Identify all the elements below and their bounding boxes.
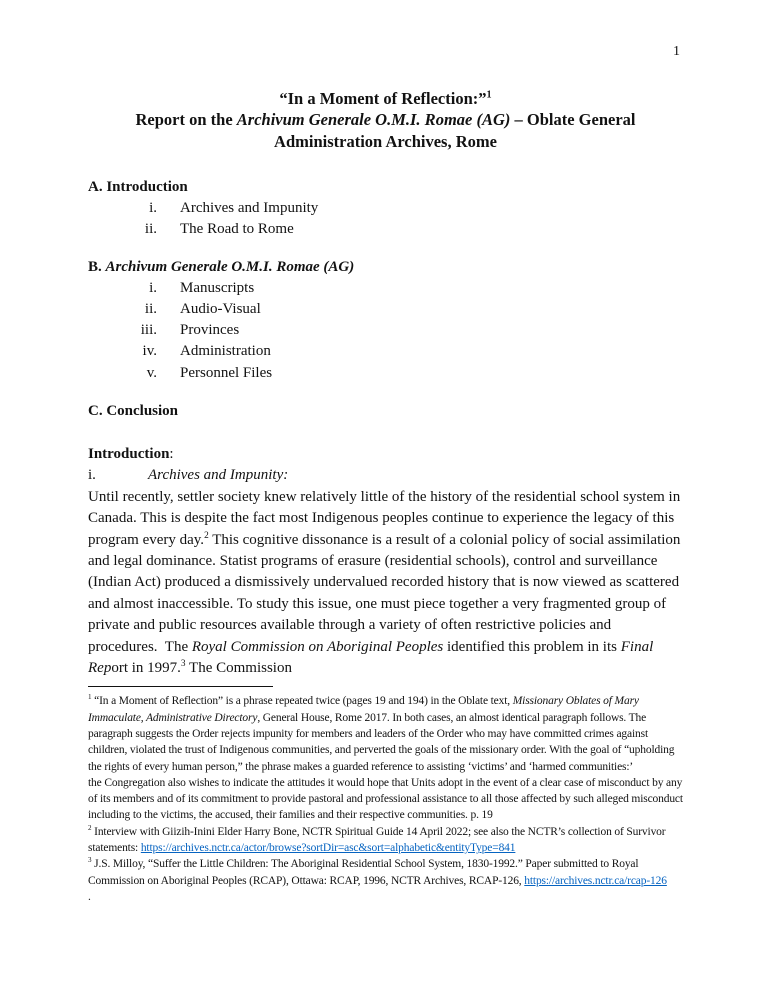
title-line2-italic: Archivum Generale O.M.I. Romae (AG)	[236, 110, 511, 130]
footnote-2	[88, 824, 683, 857]
introduction-section	[88, 444, 683, 679]
outline-heading-b-italic: Archivum Generale O.M.I. Romae (AG)	[105, 258, 355, 275]
outline-item-number: iii.	[140, 322, 157, 339]
footnote-1-text: “In a Moment of Reflection” is a phrase repeated twice (pages 19 and 194) in the Oblate text,	[91, 695, 513, 708]
subsection-heading	[88, 465, 683, 486]
outline-item-label: Personnel Files	[180, 364, 273, 381]
outline-item-number: v.	[146, 364, 157, 381]
footnote-ref-2: 2	[204, 530, 209, 541]
outline-item-number: iv.	[142, 343, 157, 360]
outline-item-a1	[88, 198, 683, 219]
introduction-heading	[88, 444, 683, 465]
footnote-2-link[interactable]: https://archives.nctr.ca/actor/browse?sortDir=asc&sort=alphabetic&entityType=841	[140, 842, 516, 855]
footnote-3	[88, 856, 683, 889]
outline-item-label: Archives and Impunity	[180, 200, 319, 217]
outline-item-b2	[88, 299, 683, 320]
paragraph-run: identified this problem in its	[443, 638, 621, 655]
footnotes	[88, 693, 683, 905]
paragraph-run: This cognitive dissonance is a result of a colonial policy of social assimilation and legal dominance. Statist programs of erasure (residential schools), control and surveillance (Indian Act) produced a dismissively undervalued recorded history that is now viewed as scattered and almost inaccessible. To study this issue, one must piece together a very fragmented group of private and public resources available through a variety of often restrictive policies and procedures. The	[88, 531, 681, 655]
footnote-3-link[interactable]: https://archives.nctr.ca/rcap-126	[524, 874, 667, 887]
outline-item-b5	[88, 363, 683, 384]
title-line1-text: “In a Moment of Reflection:”	[279, 89, 487, 108]
footnote-1-italic: Missionary Oblates of Mary Immaculate, Administrative Directory	[88, 695, 639, 724]
paragraph-run-italic: Royal Commission on Aboriginal Peoples	[191, 638, 444, 655]
footnote-ref-3: 3	[180, 658, 186, 669]
outline-item-number: i.	[149, 200, 157, 217]
body-paragraph	[88, 487, 683, 680]
footnote-separator	[88, 686, 273, 687]
paragraph-run: ort in 1997.	[111, 659, 181, 676]
title-line2-pre: Report on the	[135, 110, 237, 130]
outline-item-b1	[88, 278, 683, 299]
introduction-heading-colon: :	[169, 445, 174, 462]
outline-item-number: ii.	[144, 300, 157, 317]
outline-item-label: The Road to Rome	[180, 221, 294, 238]
paragraph-run: The Commission	[185, 659, 292, 676]
outline-item-label: Manuscripts	[180, 279, 255, 296]
title-line2-post: – Oblate General Administration Archives, Rome	[274, 110, 636, 151]
footnote-1	[88, 693, 683, 774]
outline-item-label: Provinces	[180, 322, 240, 339]
footnote-3-number: 3	[88, 856, 92, 865]
outline-section-c	[88, 401, 683, 422]
document-title	[88, 88, 683, 152]
footnote-1-number: 1	[88, 693, 92, 702]
footnotes-area	[88, 686, 683, 905]
table-of-contents	[88, 177, 683, 422]
footnote-1-blockquote: the Congregation also wishes to indicate the attitudes it would hope that Units adopt in the event of a clear case of misconduct by any of its members and of its commitment to provide pastoral and professional assistance to all those affected by such alleged misconduct including to the victims, the accused, their families and their respective communities. p. 19	[88, 776, 683, 822]
outline-heading-a: A. Introduction	[88, 178, 188, 195]
introduction-heading-text: Introduction	[88, 445, 170, 462]
outline-heading-b	[88, 257, 683, 278]
footnote-trailing-period: .	[88, 890, 91, 903]
page-number: 1	[673, 44, 680, 59]
outline-heading-c: C. Conclusion	[88, 402, 179, 419]
subsection-title: Archives and Impunity:	[148, 467, 289, 484]
paragraph-run-italic: Final Rep	[88, 638, 654, 676]
outline-section-b	[88, 257, 683, 384]
footnote-3-text: J.S. Milloy, “Suffer the Little Children: The Aboriginal Residential School System, 1830-1992.” Paper submitted to Royal Commission on Aboriginal Peoples (RCAP), Ottawa: RCAP, 1996, NCTR Archives, RCAP-126,	[88, 858, 639, 887]
footnote-1-text: , General House, Rome 2017. In both cases, an almost identical paragraph follows. The paragraph suggests the Order rejects impunity for members and leaders of the Order who may have committed crimes against children, violated the trust of Indigenous communities, and perverted the goals of the missionary order. With the goal of “upholding the rights of every human person,” the phrase makes a guarded reference to assisting ‘victims’ and ‘harmed communities:’	[88, 711, 675, 773]
footnote-2-number: 2	[88, 823, 92, 832]
paragraph-run: Until recently, settler society knew relatively little of the history of the residential school system in Canada. This is despite the fact most Indigenous peoples continue to experience the legacy of this program every day.	[88, 488, 681, 548]
footnote-2-text: Interview with Giizih-Inini Elder Harry Bone, NCTR Spiritual Guide 14 April 2022; see also the NCTR’s collection of Survivor statements:	[88, 825, 666, 855]
outline-item-label: Administration	[180, 343, 271, 360]
outline-heading-b-prefix: B.	[88, 258, 106, 275]
outline-item-b4	[88, 341, 683, 362]
subsection-number: i.	[88, 467, 96, 484]
footnote-ref-1: 1	[486, 89, 492, 101]
outline-item-label: Audio-Visual	[180, 300, 261, 317]
outline-item-a2	[88, 219, 683, 240]
outline-item-number: i.	[149, 279, 157, 296]
outline-section-a	[88, 177, 683, 241]
outline-item-number: ii.	[144, 221, 157, 238]
outline-item-b3	[88, 320, 683, 341]
